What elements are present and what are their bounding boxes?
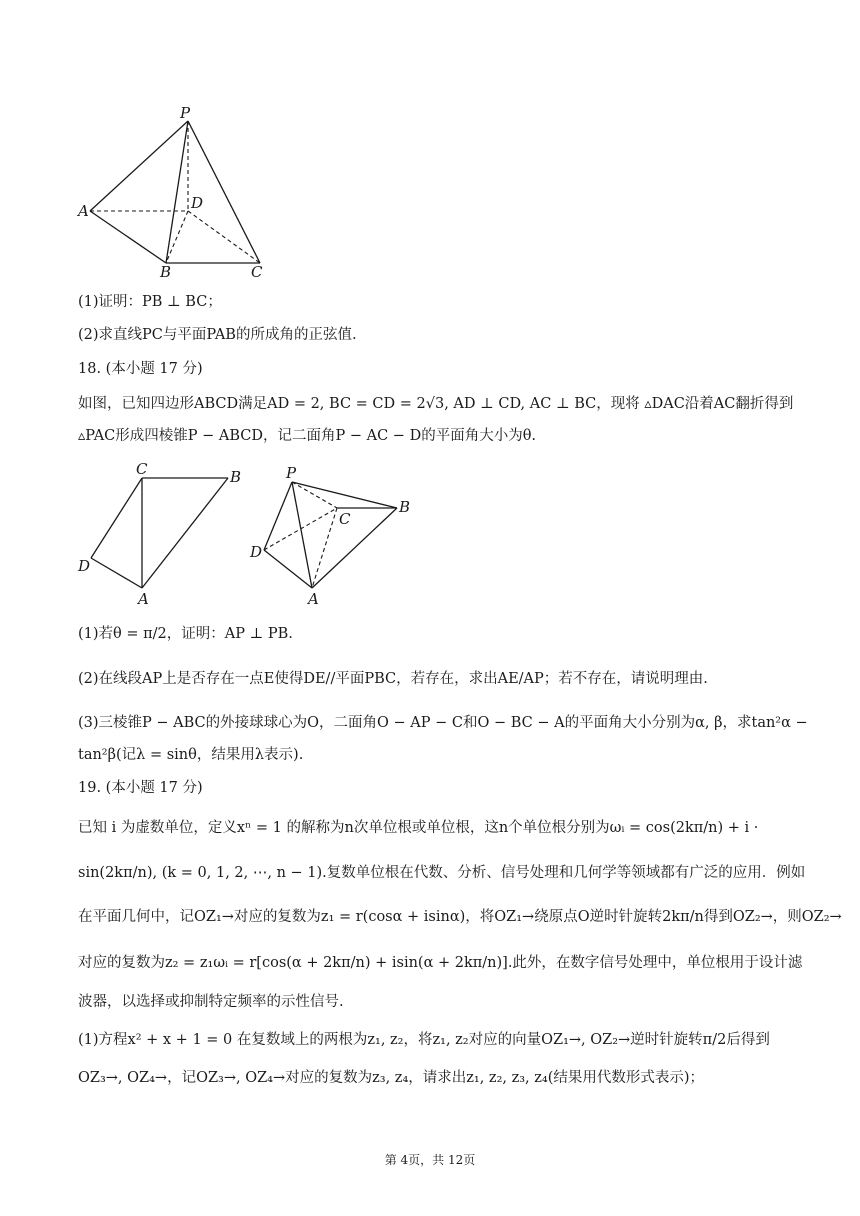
q18-header: 18. (本小题 17 分) (78, 361, 203, 377)
q19-line2: sin(2kπ/n), (k = 0, 1, 2, ⋯, n − 1).复数单位根在代数、分析、信号处理和几何学等领域都有广泛的应用．例如 (78, 865, 806, 881)
pyramid-figure-1 (70, 100, 290, 285)
q18-part1: (1)若θ = π/2，证明：AP ⊥ PB. (78, 626, 293, 642)
vertex-label-a: A (78, 202, 89, 220)
q19-part1-line1: (1)方程x² + x + 1 = 0 在复数域上的两根为z₁, z₂，将z₁, z₂对应的向量OZ₁→, OZ₂→逆时针旋转π/2后得到 (78, 1032, 770, 1048)
q18-part3-line1: (3)三棱锥P − ABC的外接球球心为O，二面角O − AP − C和O − BC − A的平面角大小分别为α, β，求tan²α − (78, 715, 808, 731)
vertex-label-p: P (286, 464, 297, 482)
vertex-label-d: D (191, 194, 204, 212)
vertex-label-b: B (399, 498, 411, 516)
q19-part1-line2: OZ₃→, OZ₄→，记OZ₃→, OZ₄→对应的复数为z₃, z₄，请求出z₁, z₂, z₃, z₄(结果用代数形式表示)； (78, 1070, 705, 1086)
quadrilateral-figure (72, 458, 252, 608)
q19-line3: 在平面几何中，记OZ₁→对应的复数为z₁ = r(cosα + isinα)，将OZ₁→绕原点O逆时针旋转2kπ/n得到OZ₂→，则OZ₂→ (78, 909, 842, 925)
pyramid-figure-2 (242, 458, 422, 608)
q18-intro-line2: ▵PAC形成四棱锥P − ABCD，记二面角P − AC − D的平面角大小为θ. (78, 428, 537, 444)
vertex-label-p: P (180, 104, 191, 122)
q18-intro-line1: 如图，已知四边形ABCD满足AD = 2, BC = CD = 2√3, AD ⊥ CD, AC ⊥ BC，现将 ▵DAC沿着AC翻折得到 (78, 396, 794, 412)
vertex-label-c: C (339, 510, 351, 528)
vertex-label-a: A (308, 590, 319, 608)
page-footer: 第 4页，共 12页 (384, 1153, 476, 1167)
q19-line5: 波器，以选择或抑制特定频率的示性信号. (78, 994, 344, 1010)
q19-line4: 对应的复数为z₂ = z₁ωᵢ = r[cos(α + 2kπ/n) + isin(α + 2kπ/n)].此外，在数字信号处理中，单位根用于设计滤 (78, 955, 803, 971)
q18-part3-line2: tan²β(记λ = sinθ，结果用λ表示). (78, 747, 304, 763)
vertex-label-d: D (250, 543, 263, 561)
q17-part2: (2)求直线PC与平面PAB的所成角的正弦值. (78, 327, 357, 343)
vertex-label-c: C (251, 263, 263, 281)
vertex-label-d: D (78, 557, 91, 575)
q18-part2: (2)在线段AP上是否存在一点E使得DE//平面PBC，若存在，求出AE/AP；若不存在，请说明理由. (78, 671, 708, 687)
q17-part1: (1)证明：PB ⊥ BC； (78, 294, 222, 310)
vertex-label-b: B (160, 263, 172, 281)
vertex-label-b: B (230, 468, 242, 486)
vertex-label-a: A (138, 590, 149, 608)
q19-line1: 已知 i 为虚数单位，定义xⁿ = 1 的解称为n次单位根或单位根，这n个单位根分别为ωᵢ = cos(2kπ/n) + i · (78, 820, 759, 836)
vertex-label-c: C (136, 460, 148, 478)
q19-header: 19. (本小题 17 分) (78, 780, 203, 796)
